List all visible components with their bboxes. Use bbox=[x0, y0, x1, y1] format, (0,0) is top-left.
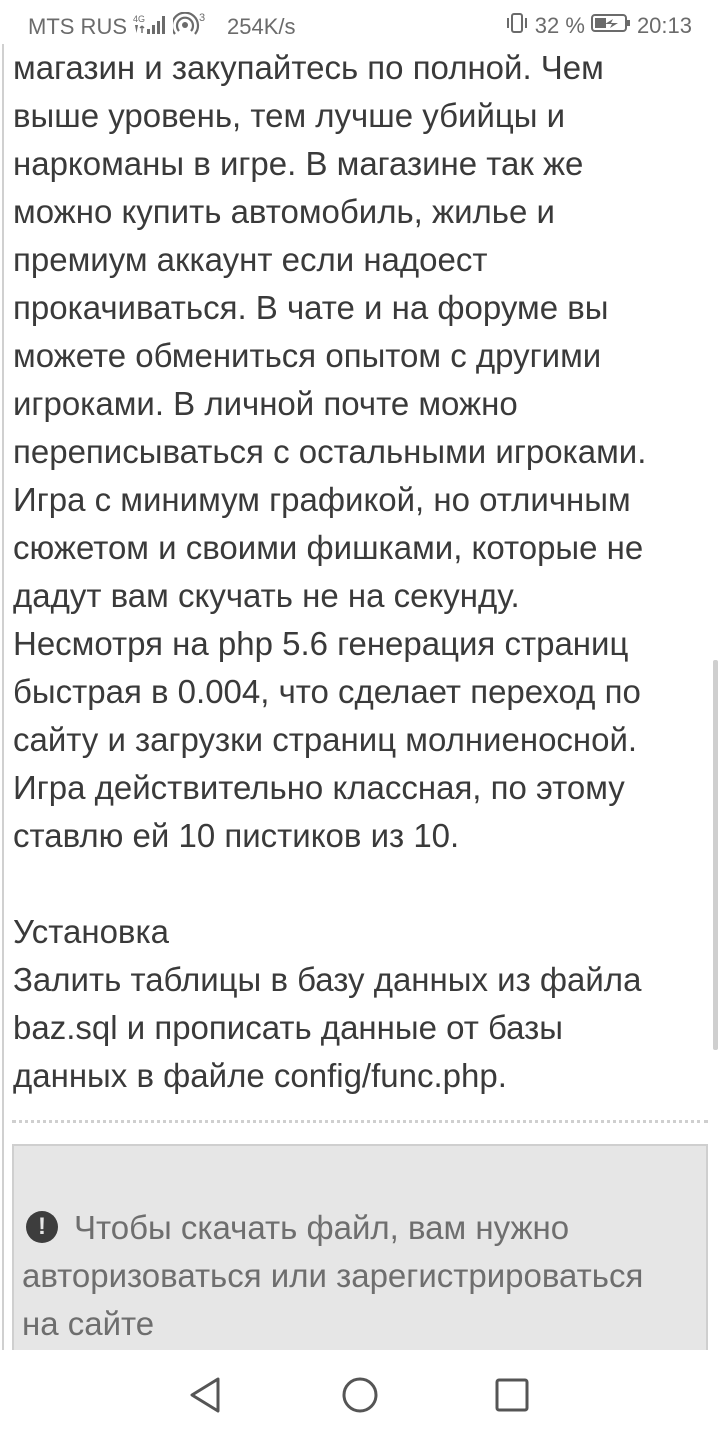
article-line: магазин и закупайтесь по полной. Чем bbox=[13, 49, 604, 86]
network-type-label: 4G bbox=[133, 14, 146, 24]
article-line: переписываться с остальными игроками. bbox=[13, 433, 647, 470]
notice-line-1: Чтобы скачать файл, вам нужно bbox=[74, 1209, 570, 1246]
hotspot-count: 3 bbox=[199, 12, 206, 24]
hotspot-icon bbox=[173, 12, 209, 42]
article-line: сайту и загрузки страниц молниеносной. bbox=[13, 721, 638, 758]
article-line: игроками. В личной почте можно bbox=[13, 385, 518, 422]
triangle-back-icon bbox=[186, 1375, 226, 1415]
article-line: Несмотря на php 5.6 генерация страниц bbox=[13, 625, 629, 662]
install-line: Залить таблицы в базу данных из файла bbox=[13, 961, 642, 998]
back-button[interactable] bbox=[186, 1375, 226, 1415]
install-line: данных в файле config/func.php. bbox=[13, 1057, 507, 1094]
article-line: выше уровень, тем лучше убийцы и bbox=[13, 97, 566, 134]
article-line: Игра действительно классная, по этому bbox=[13, 769, 625, 806]
status-bar bbox=[0, 0, 720, 50]
article-line: наркоманы в игре. В магазине так же bbox=[13, 145, 584, 182]
article-line: ставлю ей 10 пистиков из 10. bbox=[13, 817, 460, 854]
article-text bbox=[13, 44, 713, 1100]
notice-text bbox=[22, 1204, 702, 1348]
notice-line-3: на сайте bbox=[22, 1305, 155, 1342]
article-line: можете обмениться опытом с другими bbox=[13, 337, 602, 374]
home-button[interactable] bbox=[340, 1375, 380, 1415]
blank-line bbox=[13, 860, 713, 908]
notice-or: или bbox=[261, 1257, 337, 1294]
dotted-divider bbox=[12, 1120, 708, 1123]
carrier-label: MTS RUS bbox=[28, 14, 127, 39]
scrollbar-thumb[interactable] bbox=[713, 660, 718, 1050]
signal-icon bbox=[133, 13, 167, 41]
article-line: дадут вам скучать не на секунду. bbox=[13, 577, 520, 614]
circle-home-icon bbox=[340, 1375, 380, 1415]
exclamation-circle-icon: ! bbox=[26, 1211, 58, 1243]
install-line: baz.sql и прописать данные от базы bbox=[13, 1009, 563, 1046]
article-line: быстрая в 0.004, что сделает переход по bbox=[13, 673, 641, 710]
article-line: сюжетом и своими фишками, которые не bbox=[13, 529, 644, 566]
install-heading: Установка bbox=[13, 913, 169, 950]
content-left-border bbox=[2, 44, 4, 1350]
clock: 20:13 bbox=[636, 13, 692, 38]
article-line: премиум аккаунт если надоест bbox=[13, 241, 488, 278]
recent-apps-button[interactable] bbox=[492, 1375, 532, 1415]
navigation-bar bbox=[0, 1350, 720, 1440]
article-line: Игра с минимум графикой, но отличным bbox=[13, 481, 631, 518]
battery-percent: 32 % bbox=[534, 13, 585, 38]
article-line: прокачиваться. В чате и на форуме вы bbox=[13, 289, 609, 326]
battery-charging-icon bbox=[591, 12, 631, 40]
article-line: можно купить автомобиль, жилье и bbox=[13, 193, 555, 230]
square-recent-icon bbox=[492, 1375, 532, 1415]
login-link[interactable]: авторизоваться bbox=[22, 1257, 262, 1294]
status-right bbox=[505, 12, 692, 40]
page-content[interactable] bbox=[0, 44, 720, 1350]
download-notice bbox=[12, 1144, 708, 1350]
network-speed: 254K/s bbox=[227, 14, 296, 39]
register-link[interactable]: зарегистрироваться bbox=[336, 1257, 644, 1294]
vibrate-icon bbox=[505, 12, 529, 40]
status-left bbox=[28, 12, 296, 42]
